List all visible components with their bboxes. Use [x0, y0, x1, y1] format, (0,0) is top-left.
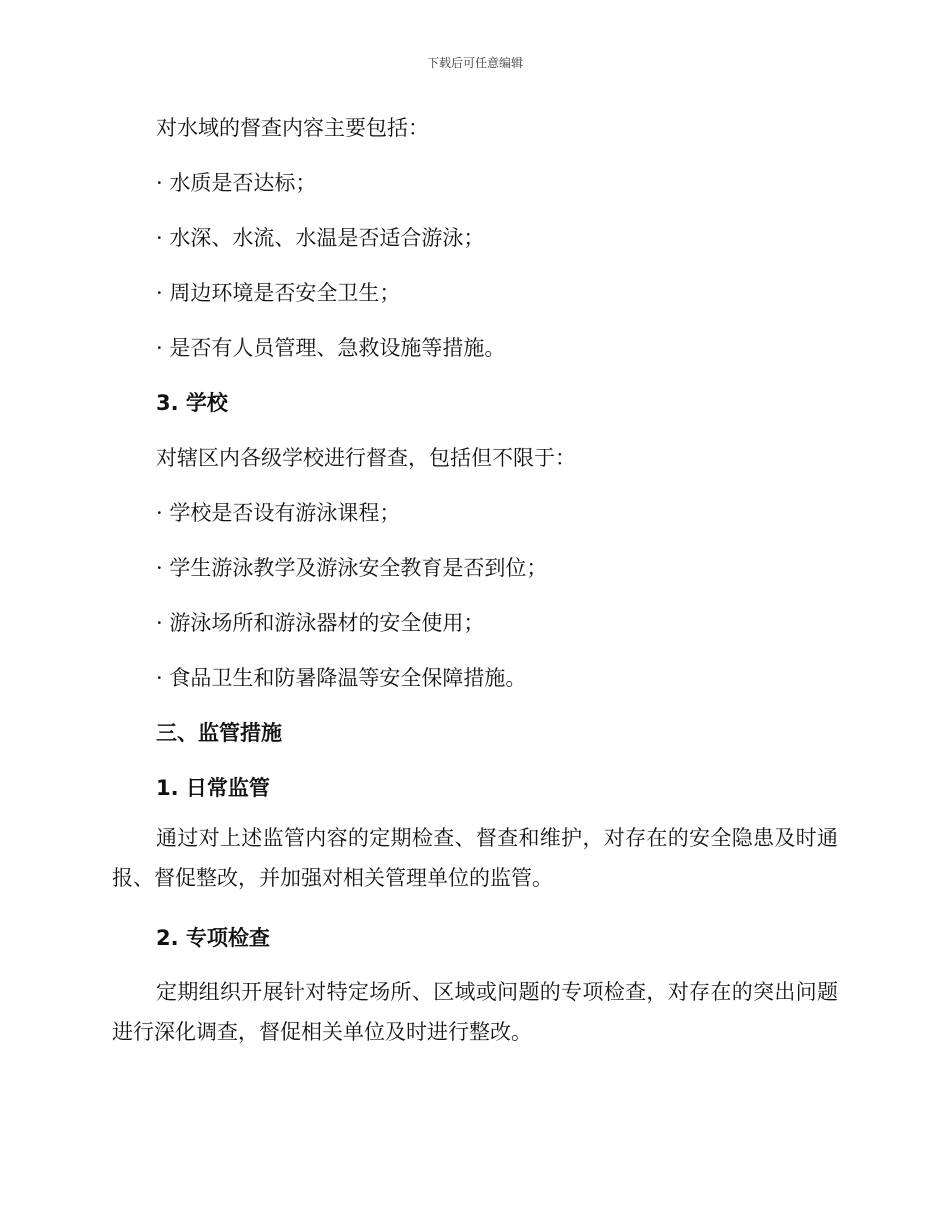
section-heading-daily: 1. 日常监管	[156, 776, 270, 800]
intro-water-inspection: 对水域的督查内容主要包括：	[156, 116, 429, 140]
page-header: 下载后可任意编辑	[426, 56, 523, 70]
list-item: · 食品卫生和防暑降温等安全保障措施。	[156, 666, 527, 690]
paragraph-daily-supervision: 通过对上述监管内容的定期检查、督查和维护，对存在的安全隐患及时通报、督促整改，并加强对相关管理单位的监管。	[112, 826, 838, 890]
section-heading-school: 3. 学校	[156, 391, 228, 415]
paragraph-special-inspection: 定期组织开展针对特定场所、区域或问题的专项检查，对存在的突出问题进行深化调查，督促相关单位及时进行整改。	[112, 980, 838, 1044]
list-item: · 水质是否达标；	[156, 171, 317, 195]
list-item: · 是否有人员管理、急救设施等措施。	[156, 336, 506, 360]
list-item: · 周边环境是否安全卫生；	[156, 281, 401, 305]
list-item: · 游泳场所和游泳器材的安全使用；	[156, 611, 485, 635]
list-item: · 学生游泳教学及游泳安全教育是否到位；	[156, 556, 548, 580]
list-item: · 学校是否设有游泳课程；	[156, 501, 401, 525]
list-item: · 水深、水流、水温是否适合游泳；	[156, 226, 485, 250]
intro-school-inspection: 对辖区内各级学校进行督查，包括但不限于：	[156, 446, 576, 470]
chapter-heading-measures: 三、监管措施	[156, 721, 282, 745]
section-heading-special: 2. 专项检查	[156, 926, 270, 950]
